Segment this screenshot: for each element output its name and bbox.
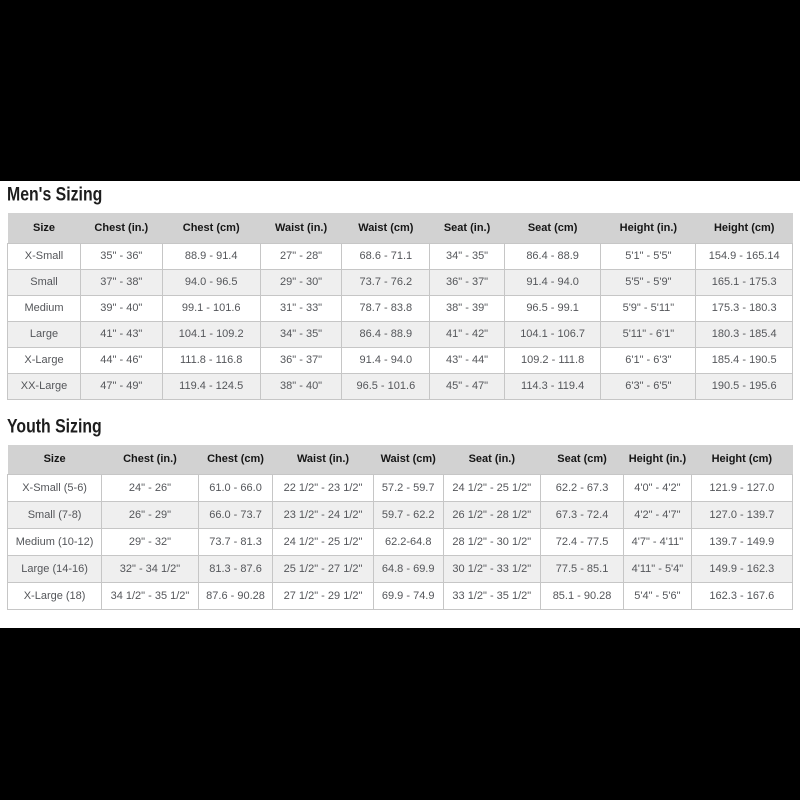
table-row [8,243,793,269]
measurement-cell: 4'7" - 4'11" [624,529,692,556]
measurement-cell: 36" - 37" [430,269,505,295]
size-label-cell: X-Small [8,243,81,269]
measurement-cell: 64.8 - 69.9 [373,556,443,583]
column-header: Size [8,445,102,475]
measurement-cell: 29" - 32" [102,529,199,556]
column-header: Seat (in.) [430,213,505,243]
measurement-cell: 44" - 46" [81,347,163,373]
measurement-cell: 119.4 - 124.5 [162,373,260,399]
measurement-cell: 22 1/2" - 23 1/2" [273,475,373,502]
column-header: Waist (cm) [342,213,430,243]
table-row [8,475,793,502]
measurement-cell: 73.7 - 76.2 [342,269,430,295]
measurement-cell: 43" - 44" [430,347,505,373]
measurement-cell: 185.4 - 190.5 [696,347,793,373]
youth-sizing-title: Youth Sizing [7,414,102,437]
size-label-cell: X-Large (18) [8,583,102,610]
size-label-cell: X-Small (5-6) [8,475,102,502]
measurement-cell: 121.9 - 127.0 [691,475,792,502]
measurement-cell: 59.7 - 62.2 [373,502,443,529]
column-header: Waist (cm) [373,445,443,475]
measurement-cell: 68.6 - 71.1 [342,243,430,269]
measurement-cell: 162.3 - 167.6 [691,583,792,610]
size-label-cell: Small (7-8) [8,502,102,529]
measurement-cell: 6'3" - 6'5" [601,373,696,399]
measurement-cell: 87.6 - 90.28 [198,583,273,610]
measurement-cell: 27 1/2" - 29 1/2" [273,583,373,610]
measurement-cell: 96.5 - 101.6 [342,373,430,399]
table-row [8,373,793,399]
youth-table-header-row [8,445,793,475]
table-row [8,321,793,347]
measurement-cell: 34" - 35" [260,321,342,347]
measurement-cell: 190.5 - 195.6 [696,373,793,399]
measurement-cell: 38" - 39" [430,295,505,321]
measurement-cell: 24 1/2" - 25 1/2" [443,475,540,502]
measurement-cell: 41" - 42" [430,321,505,347]
measurement-cell: 62.2-64.8 [373,529,443,556]
measurement-cell: 91.4 - 94.0 [342,347,430,373]
mens-sizing-title: Men's Sizing [7,183,103,205]
measurement-cell: 88.9 - 91.4 [162,243,260,269]
measurement-cell: 69.9 - 74.9 [373,583,443,610]
youth-sizing-table [7,445,793,611]
column-header: Height (cm) [691,445,792,475]
measurement-cell: 104.1 - 106.7 [504,321,601,347]
measurement-cell: 4'2" - 4'7" [624,502,692,529]
measurement-cell: 77.5 - 85.1 [540,556,623,583]
size-label-cell: Medium [8,295,81,321]
measurement-cell: 96.5 - 99.1 [504,295,601,321]
measurement-cell: 5'9" - 5'11" [601,295,696,321]
measurement-cell: 154.9 - 165.14 [696,243,793,269]
measurement-cell: 62.2 - 67.3 [540,475,623,502]
measurement-cell: 45" - 47" [430,373,505,399]
table-row [8,556,793,583]
column-header: Waist (in.) [260,213,342,243]
table-row [8,295,793,321]
table-row [8,502,793,529]
measurement-cell: 149.9 - 162.3 [691,556,792,583]
table-row [8,347,793,373]
column-header: Chest (cm) [198,445,273,475]
measurement-cell: 41" - 43" [81,321,163,347]
measurement-cell: 26" - 29" [102,502,199,529]
column-header: Seat (in.) [443,445,540,475]
size-label-cell: Medium (10-12) [8,529,102,556]
measurement-cell: 30 1/2" - 33 1/2" [443,556,540,583]
measurement-cell: 104.1 - 109.2 [162,321,260,347]
measurement-cell: 24" - 26" [102,475,199,502]
measurement-cell: 5'5" - 5'9" [601,269,696,295]
measurement-cell: 31" - 33" [260,295,342,321]
measurement-cell: 26 1/2" - 28 1/2" [443,502,540,529]
measurement-cell: 33 1/2" - 35 1/2" [443,583,540,610]
measurement-cell: 67.3 - 72.4 [540,502,623,529]
measurement-cell: 86.4 - 88.9 [342,321,430,347]
measurement-cell: 28 1/2" - 30 1/2" [443,529,540,556]
measurement-cell: 27" - 28" [260,243,342,269]
measurement-cell: 4'0" - 4'2" [624,475,692,502]
size-label-cell: Small [8,269,81,295]
measurement-cell: 94.0 - 96.5 [162,269,260,295]
measurement-cell: 85.1 - 90.28 [540,583,623,610]
measurement-cell: 99.1 - 101.6 [162,295,260,321]
size-label-cell: XX-Large [8,373,81,399]
measurement-cell: 34 1/2" - 35 1/2" [102,583,199,610]
measurement-cell: 114.3 - 119.4 [504,373,601,399]
measurement-cell: 5'11" - 6'1" [601,321,696,347]
measurement-cell: 5'1" - 5'5" [601,243,696,269]
column-header: Seat (cm) [504,213,601,243]
table-row [8,529,793,556]
column-header: Height (in.) [601,213,696,243]
measurement-cell: 180.3 - 185.4 [696,321,793,347]
measurement-cell: 29" - 30" [260,269,342,295]
measurement-cell: 57.2 - 59.7 [373,475,443,502]
measurement-cell: 6'1" - 6'3" [601,347,696,373]
measurement-cell: 91.4 - 94.0 [504,269,601,295]
measurement-cell: 66.0 - 73.7 [198,502,273,529]
column-header: Chest (in.) [102,445,199,475]
measurement-cell: 38" - 40" [260,373,342,399]
bottom-black-band [0,628,800,800]
top-black-band [0,0,800,181]
sizing-content [0,181,800,628]
youth-table-body [8,475,793,610]
column-header: Seat (cm) [540,445,623,475]
column-header: Chest (cm) [162,213,260,243]
mens-table-body [8,243,793,399]
column-header: Chest (in.) [81,213,163,243]
measurement-cell: 81.3 - 87.6 [198,556,273,583]
mens-sizing-table [7,213,793,400]
table-row [8,269,793,295]
measurement-cell: 73.7 - 81.3 [198,529,273,556]
measurement-cell: 25 1/2" - 27 1/2" [273,556,373,583]
column-header: Size [8,213,81,243]
column-header: Height (cm) [696,213,793,243]
measurement-cell: 23 1/2" - 24 1/2" [273,502,373,529]
measurement-cell: 24 1/2" - 25 1/2" [273,529,373,556]
measurement-cell: 34" - 35" [430,243,505,269]
measurement-cell: 72.4 - 77.5 [540,529,623,556]
column-header: Waist (in.) [273,445,373,475]
measurement-cell: 165.1 - 175.3 [696,269,793,295]
mens-table-header-row [8,213,793,243]
measurement-cell: 32" - 34 1/2" [102,556,199,583]
measurement-cell: 5'4" - 5'6" [624,583,692,610]
measurement-cell: 4'11" - 5'4" [624,556,692,583]
measurement-cell: 61.0 - 66.0 [198,475,273,502]
measurement-cell: 86.4 - 88.9 [504,243,601,269]
table-row [8,583,793,610]
measurement-cell: 47" - 49" [81,373,163,399]
measurement-cell: 111.8 - 116.8 [162,347,260,373]
size-label-cell: Large [8,321,81,347]
measurement-cell: 35" - 36" [81,243,163,269]
measurement-cell: 127.0 - 139.7 [691,502,792,529]
measurement-cell: 139.7 - 149.9 [691,529,792,556]
measurement-cell: 39" - 40" [81,295,163,321]
measurement-cell: 175.3 - 180.3 [696,295,793,321]
size-label-cell: X-Large [8,347,81,373]
size-label-cell: Large (14-16) [8,556,102,583]
measurement-cell: 78.7 - 83.8 [342,295,430,321]
measurement-cell: 37" - 38" [81,269,163,295]
measurement-cell: 36" - 37" [260,347,342,373]
measurement-cell: 109.2 - 111.8 [504,347,601,373]
column-header: Height (in.) [624,445,692,475]
